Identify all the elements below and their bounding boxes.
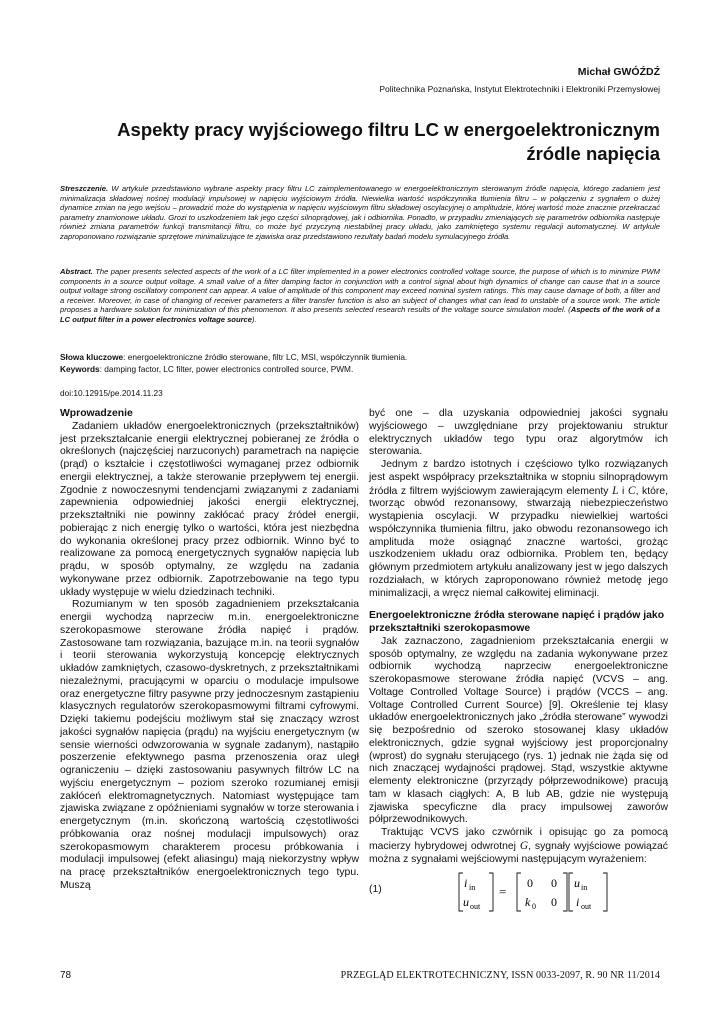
abstract-english-tail: ). (252, 314, 257, 324)
abstract-polish-text: W artykule przedstawiono wybrane aspekty pracy filtru LC zaimplementowanego w energoelektronicznym sterowanym źródle napięcia, którego zadaniem jest minimalizacja składowej nośnej modulacji impulsowej w napięciu wyjściowym źródła. Niewielka wartość współczynnika tłumienia filtru – w połączeniu z sygnałem o dużej dynamice zmian na jego wejściu – prowadzić może do wystąpienia w napięciu wyjściowym filtru składowej oscylacyjnej o amplitudzie, której wartość może znacznie przekraczać parametry znamionowe układu. Grozi to uszkodzeniem tak jego części silnoprądowej, jak i odbiornika. Ponadto, w przypadku zmieniających się parametrów odbiornika następuje również zmiana parametrów funkcji transmitancji filtru, co może być przyczyną niestabilnej pracy układu, jako zamkniętego systemu regulacji automatycznej. W artykule zaproponowano rozwiązanie sprzętowe minimalizujące te zjawiska oraz przedstawiono rezultaty badań modelu symulacyjnego źródła. (60, 184, 660, 241)
intro-paragraph-2: Rozumianym w ten sposób zagadnieniem przekształcania energii wychodzą naprzeciw m.in. energoelektroniczne szerokopasmowe sterowane źródła napięć i prądów. Zastosowane tam rozwiązania, bazujące m.in. na teorii sygnałów i teorii sterowania wykorzystują koncepcję elektrycznych układów zamkniętych, czasowo-dyskretnych, z przekształtnikami niezależnymi, pracującymi w oparciu o modulacje impulsowe oraz energetyczne filtry pasywne przy jednoczesnym zastąpieniu klasycznych regulatorów szerokopasmowymi filtrami cyfrowymi. Dzięki takiemu podejściu możliwym stał się znaczący wzrost jakości sygnałów napięcia (prądu) na wyjściu energetycznym (w sensie wierności odwzorowania w sygnale zadanym), nastąpiło poszerzenie efektywnego pasma przenoszenia oraz uległ ograniczeniu – dzięki zastosowaniu pasywnych filtrów LC na wyjściu energetycznym – poziom szeroko rozumianej emisji zakłóceń elektromagnetycznych. Natomiast występujące tam zjawiska związane z opóźnieniami sygnałów w torze sterowania i energetycznym (m.in. skończoną wartością częstotliwości próbkowania oraz nośnej modulacji impulsowych) oraz szerokopasmowym charakterem procesu próbkowania i modulacji impulsowej (efekt aliasingu) mają niekorzystny wpływ na pracę przekształtników energoelektronicznych tego typu. Muszą (60, 599, 359, 891)
eq-m21: k (525, 895, 531, 910)
right-paragraph-4-part-a: Traktując VCVS jako czwórnik i opisując go za pomocą macierzy hybrydowej odwrotnej (369, 827, 668, 852)
abstract-english-title: Aspects of the work of a LC output filter in a power electronics voltage source (60, 305, 660, 324)
eq-m22: 0 (551, 895, 557, 910)
eq-equals: = (499, 884, 507, 900)
body-column-left (60, 408, 359, 893)
right-paragraph-2-part-b: , które, tworząc obwód rezonansowy, stwarzają niebezpieczeństwo wystąpienia oscylacji. W przypadku niewielkiej wartości współczynnika tłumienia filtru, jako obwodu rezonansowego ich amplituda może osiągnąć znaczne wartości, grożąc uszkodzeniem układu oraz odbiornika. Problem ten, będący głównym przedmiotem artykułu analizowany jest w jego dalszych rozdziałach, w których zaproponowano również metodę jego minimalizacji, a wręcz niemal całkowitej eliminacji. (369, 485, 668, 599)
intro-paragraph-1: Zadaniem układów energoelektronicznych (przekształtników) jest przekształcanie energii elektrycznej pobieranej ze źródła o określonych (najczęściej narzuconych) parametrach na napięcie (prąd) o kształcie i częstotliwości wymaganej przez odbiornik energii elektrycznej, a także sterowanie przepływem tej energii. Zgodnie z nowoczesnymi tendencjami związanymi z zadaniami zapewnienia odpowiedniej jakości energii elektrycznej, przekształtniki nie powinny zakłócać pracy źródeł energii, pobierając z nich energię tylko o wartości, która jest niezbędna do wykonania określonej pracy przez odbiornik. Winno być to realizowane za pomocą energetycznych sygnałów napięcia lub prądu, w sposób optymalny, ze względu na zadania wykonywane przez odbiornik. Zapotrzebowanie na tego typu układy występuje w wielu dziedzinach techniki. (60, 420, 359, 598)
page-number: 78 (60, 970, 72, 981)
eq-m11: 0 (527, 876, 533, 891)
eq-lhs-top-sub: in (469, 883, 476, 893)
paper-title-line-2: źródle napięcia (526, 143, 660, 164)
variable-C: C (627, 484, 636, 497)
equation-matrix (457, 870, 657, 914)
keywords-english-text: : damping factor, LC filter, power electronics controlled source, PWM. (99, 364, 354, 374)
right-paragraph-3: Jak zaznaczono, zagadnieniom przekształcania energii w sposób optymalny, ze względu na zadania wykonywane przez odbiornik wychodzą naprzeciw energoelektroniczne szerokopasmowe sterowane źródła napięć (VCVS – ang. Voltage Controlled Voltage Source) i prądów (VCCS – ang. Voltage Controlled Current Source) [9]. Określenie tej klasy układów energoelektronicznych jako „źródła sterowane” wywodzi się bezpośrednio od szeroko stosowanej klasy układów elektronicznych, gdzie sygnał wyjściowy jest proporcjonalny (wprost) do sygnału sterującego (rys. 1) jednak nie żąda się od nich znaczącej wydajności prądowej. Stąd, wszystkie aktywne elementy elektroniczne (przyrządy półprzewodnikowe) pracują tam w klasach ciągłych: A, B lub AB, gdzie nie występują zjawiska specyficzne dla pracy impulsowej zaworów półprzewodnikowych. (369, 635, 668, 826)
keywords-english (60, 364, 660, 375)
variable-G: G (519, 839, 529, 852)
paper-title-line-1: Aspekty pracy wyjściowego filtru LC w energoelektronicznym (117, 119, 660, 140)
body-column-right (369, 408, 668, 914)
journal-citation: PRZEGLĄD ELEKTROTECHNICZNY, ISSN 0033-2097, R. 90 NR 11/2014 (340, 970, 660, 981)
author-affiliation: Politechnika Poznańska, Instytut Elektrotechniki i Elektroniki Przemysłowej (379, 84, 660, 94)
eq-rhs-top-sub: in (581, 883, 588, 893)
eq-lhs-bot-sub: out (470, 902, 481, 912)
abstract-polish-label: Streszczenie. (60, 184, 109, 193)
keywords-polish-label: Słowa kluczowe (60, 352, 124, 362)
keywords-polish (60, 352, 660, 363)
right-paragraph-2 (369, 459, 668, 600)
section-heading-sources: Energoelektroniczne źródła sterowane napięć i prądów jako przekształtniki szerokopasmowe (369, 610, 665, 634)
page-footer (60, 970, 660, 984)
right-paragraph-2-part-a: Jednym z bardzo istotnych i częściowo tylko rozwiązanych jest aspekt współpracy przekształtnika w stopniu silnoprądowym źródła z filtrem wyjściowym zawierającym elementy (369, 459, 668, 497)
eq-rhs-bot-sub: out (581, 902, 592, 912)
right-paragraph-4-part-b: , sygnały wyjściowe powiązać można z sygnałami wejściowymi następującym wyrażeniem: (369, 840, 668, 865)
abstract-english-label: Abstract. (60, 267, 93, 276)
variable-L: L (612, 484, 619, 497)
keywords-polish-text: : energoelektroniczne źródło sterowane, filtr LC, MSI, współczynnik tłumienia. (123, 352, 408, 362)
eq-m21-sub: 0 (532, 902, 536, 912)
right-paragraph-4 (369, 827, 668, 866)
section-heading-intro: Wprowadzenie (60, 408, 133, 419)
eq-rhs-bot: i (576, 895, 580, 910)
abstract-polish (60, 184, 660, 241)
doi: doi:10.12915/pe.2014.11.23 (60, 388, 163, 398)
paper-title (60, 118, 660, 166)
abstract-english (60, 267, 660, 324)
equation-number: (1) (369, 884, 382, 896)
eq-lhs-bot: u (463, 895, 469, 910)
keywords-english-label: Keywords (60, 364, 100, 374)
eq-lhs-top: i (464, 876, 468, 891)
right-paragraph-1: być one – dla uzyskania odpowiedniej jakości sygnału wyjściowego – uwzględniane przy projektowaniu struktur elektrycznych układów tego typu oraz algorytmów ich sterowania. (369, 408, 668, 458)
eq-rhs-top: u (574, 876, 580, 891)
right-paragraph-2-conj: i (618, 485, 628, 497)
equation-1 (369, 870, 668, 914)
eq-m12: 0 (551, 876, 557, 891)
abstract-english-text: The paper presents selected aspects of the work of a LC filter implemented in a power electronics controlled voltage source, the purpose of which is to minimize PWM components in a source output voltage. A small value of a filter damping factor in conjunction with a control signal about high dynamics of change can cause that in a source output voltage strong oscillatory component can appear. A value of amplitude of this component may exceed nominal system ratings. This may cause damage of both, a filter and a receiver. Moreover, in case of changing of receiver parameters a filter transfer function is also an subject of changes what can lead to unstable of a source work. The article proposes a hardware solution for minimization of this phenomenon. It also presents selected research results of the voltage source simulation model. ( (60, 267, 660, 315)
author-name: Michał GWÓŹDŹ (577, 66, 660, 78)
